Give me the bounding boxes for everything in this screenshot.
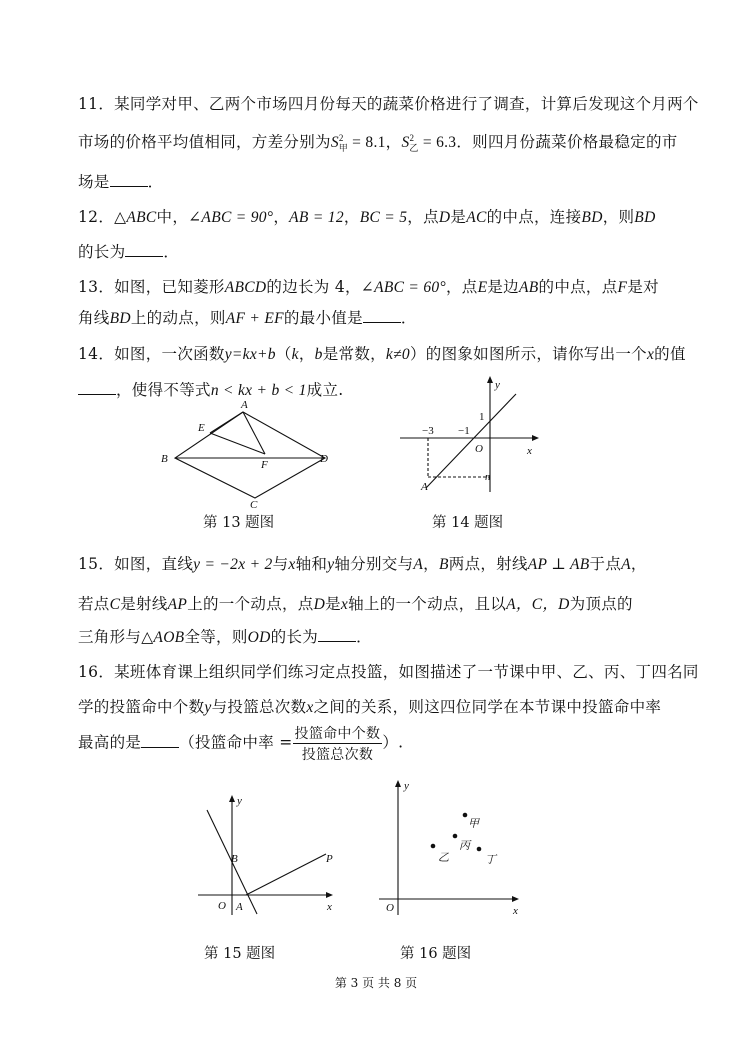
hit-rate-fraction: $\frac{\text{投篮命中个数}}{\text{投篮总次数}}$	[293, 723, 383, 764]
q16-line2: 学的投篮命中个数y与投篮总次数x之间的关系，则这四位同学在本节课中投篮命中率	[78, 698, 662, 716]
q11-line1: 11．某同学对甲、乙两个市场四月份每天的蔬菜价格进行了调查，计算后发现这个月两个	[78, 95, 699, 113]
figure-15	[193, 790, 343, 920]
label-b: B	[161, 453, 168, 465]
answer-blank[interactable]	[78, 382, 116, 395]
answer-blank[interactable]	[363, 310, 401, 323]
x-axis-arrow	[512, 896, 519, 902]
label-n: n	[485, 471, 491, 483]
q11-line3: 场是 ．	[78, 173, 164, 191]
label-a: A	[241, 399, 248, 411]
point-jia	[463, 813, 468, 818]
q12-line2: 的长为 ．	[78, 243, 180, 261]
figure-16	[374, 775, 534, 920]
label-y: y	[237, 795, 242, 807]
label-x: x	[327, 901, 332, 913]
label-jia: 甲	[468, 818, 479, 830]
label-a: A	[236, 901, 243, 913]
q11-line2: 市场的价格平均值相同，方差分别为$S^2_甲 = 8.1$，$S^2_乙 = 6.3$．则四月份蔬菜价格最稳定的市	[78, 132, 678, 154]
figure-14	[395, 372, 545, 497]
label-a: A	[421, 481, 428, 493]
label-ding: 丁	[485, 854, 496, 866]
variance-yi: $S^2_乙 = 6.3$	[401, 132, 457, 154]
label-p: P	[326, 853, 333, 865]
answer-blank[interactable]	[125, 244, 163, 257]
point-yi	[431, 844, 436, 849]
q16-line3: 最高的是 （投篮命中率 = $\frac{\text{投篮命中个数}}{\text{投篮总次数}}$ ）.	[78, 723, 403, 764]
q15-line3: 三角形与△AOB全等，则OD的长为 ．	[78, 628, 372, 646]
answer-blank[interactable]	[141, 735, 179, 748]
label-bing: 丙	[459, 840, 470, 852]
figure-15-caption: 第 15 题图	[204, 946, 276, 962]
x-axis-arrow	[326, 892, 333, 898]
figure-16-caption: 第 16 题图	[400, 946, 472, 962]
label-x: x	[513, 905, 518, 917]
label-o: O	[475, 443, 483, 455]
q15-line1: 15．如图，直线y = −2x + 2与x轴和y轴分别交与A，B两点，射线AP ⊥ AB于点A，	[78, 555, 647, 573]
q11-text: 市场的价格平均值相同，方差分别为	[78, 133, 331, 151]
label-b: B	[231, 853, 238, 865]
variance-jia: $S^2_甲 = 8.1$	[330, 132, 386, 154]
q12-line1: 12．△ABC中，∠ABC = 90°，AB = 12，BC = 5，点D是AC的中点，连接BD，则BD	[78, 208, 656, 226]
figure-14-caption: 第 14 题图	[432, 515, 504, 531]
label-c: C	[250, 499, 258, 511]
q16-line1: 16．某班体育课上组织同学们练习定点投篮，如图描述了一节课中甲、乙、丙、丁四名同	[78, 663, 699, 681]
label-o: O	[218, 900, 226, 912]
segment-ae	[210, 412, 243, 433]
figure-13	[150, 398, 350, 510]
label-one: 1	[479, 411, 485, 423]
page-footer: 第 3 页 共 8 页	[334, 976, 418, 990]
label-e: E	[198, 422, 205, 434]
label-yi: 乙	[438, 852, 449, 864]
answer-blank[interactable]	[318, 629, 356, 642]
q13-line2: 角线BD上的动点，则AF + EF的最小值是 ．	[78, 309, 417, 327]
label-y: y	[404, 780, 409, 792]
x-axis-arrow	[532, 435, 539, 441]
graph-line	[426, 394, 516, 488]
label-minus-one: −1	[458, 425, 470, 437]
ray-ap	[246, 854, 326, 895]
q13-line1: 13．如图，已知菱形ABCD的边长为 4，∠ABC = 60°，点E是边AB的中点，点F是对	[78, 278, 659, 296]
y-axis-arrow	[395, 780, 401, 787]
point-ding	[477, 847, 482, 852]
q14-line1: 14．如图，一次函数y=kx+b（k，b是常数，k≠0）的图象如图所示，请你写出一个x的值	[78, 345, 686, 363]
label-x: x	[527, 445, 532, 457]
y-axis-arrow	[487, 376, 493, 383]
q15-line2: 若点C是射线AP上的一个动点，点D是x轴上的一个动点，且以A，C，D为顶点的	[78, 595, 633, 613]
label-y: y	[495, 379, 500, 391]
label-d: D	[320, 453, 328, 465]
segment-ef	[210, 433, 265, 454]
label-o: O	[386, 902, 394, 914]
label-minus-three: −3	[422, 425, 434, 437]
figure-13-caption: 第 13 题图	[203, 515, 275, 531]
point-bing	[453, 834, 458, 839]
y-axis-arrow	[229, 795, 235, 802]
label-f: F	[261, 459, 268, 471]
q14-line2: ，使得不等式n < kx + b < 1成立.	[78, 378, 343, 400]
answer-blank[interactable]	[110, 174, 148, 187]
